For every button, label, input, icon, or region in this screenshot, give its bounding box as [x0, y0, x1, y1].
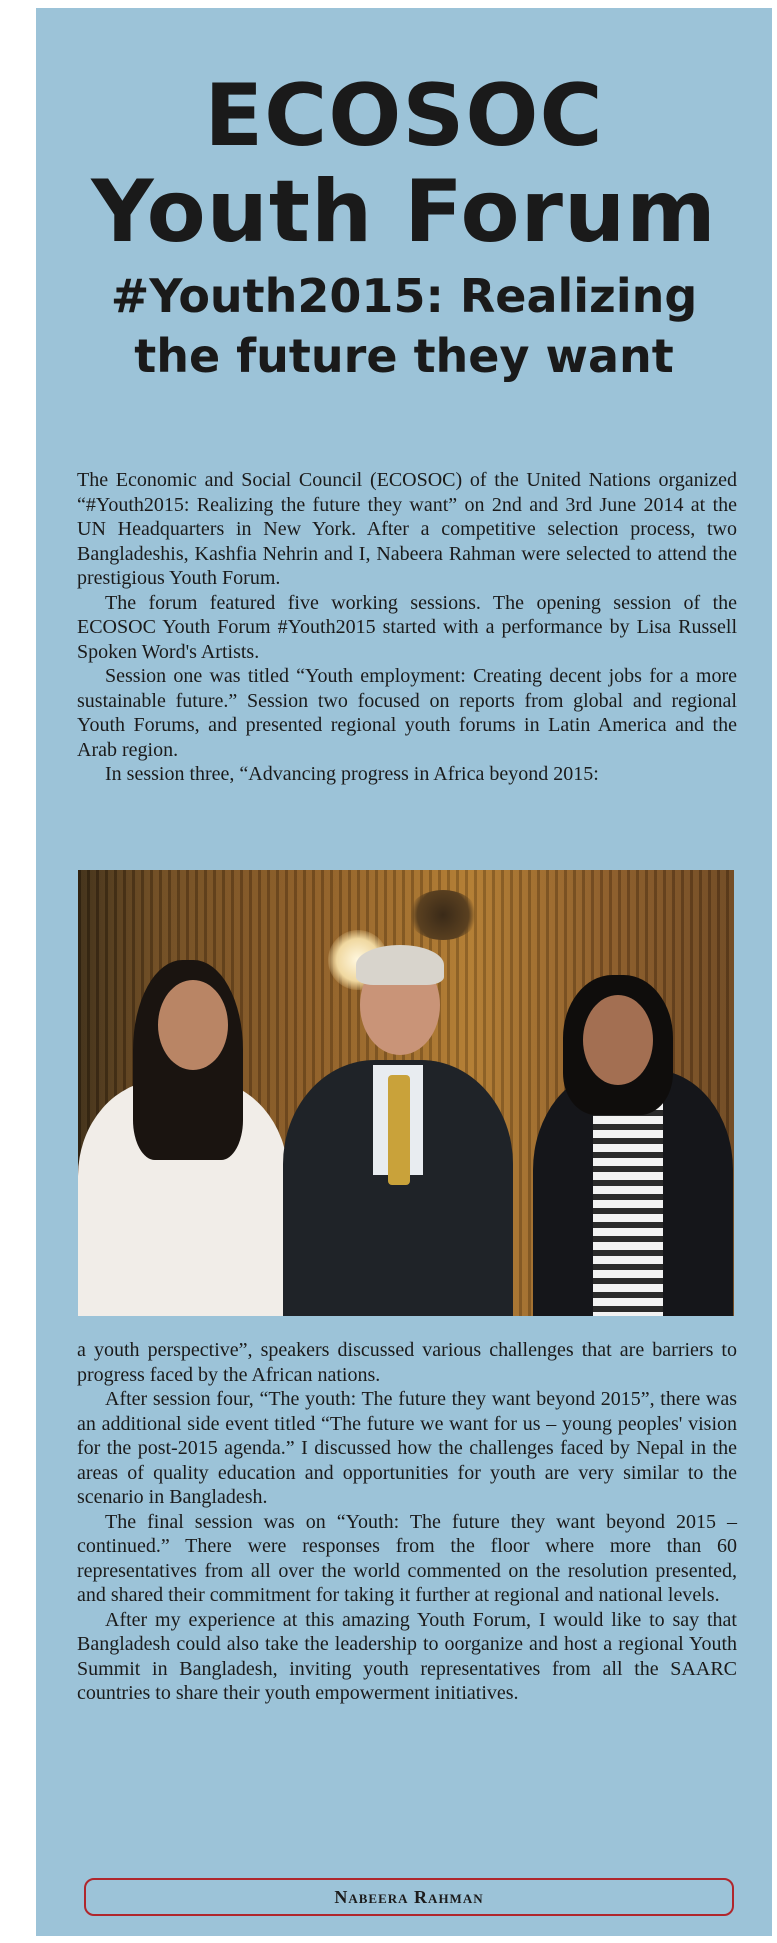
- paragraph: The final session was on “Youth: The future they want beyond 2015 – continued.” There were responses from the floor where more than 60 representatives from all over the world commented on the resolution presented, and shared their commitment for taking it further at regional and national levels.: [77, 1510, 737, 1606]
- article-body-top: [77, 468, 737, 787]
- subtitle-line-1: #Youth2015: Realizing: [110, 269, 698, 323]
- article-page: [36, 8, 772, 1936]
- paragraph: The Economic and Social Council (ECOSOC) of the United Nations organized “#Youth2015: Realizing the future they want” on 2nd and 3rd June 2014 at the UN Headquarters in New York. After a competitive selection process, two Bangladeshis, Kashfia Nehrin and I, Nabeera Rahman were selected to attend the prestigious Youth Forum.: [77, 469, 737, 589]
- subtitle-line-2: the future they want: [134, 329, 674, 383]
- paragraph: After my experience at this amazing Youth Forum, I would like to say that Bangladesh could also take the leadership to oorganize and host a regional Youth Summit in Bangladesh, inviting youth representatives from all the SAARC countries to share their youth empowerment initiatives.: [77, 1608, 737, 1704]
- article-subtitle: [36, 266, 772, 386]
- article-title: [36, 8, 772, 260]
- title-line-1: ECOSOC: [204, 66, 604, 166]
- paragraph: Session one was titled “Youth employment: Creating decent jobs for a more sustainable future.” Session two focused on reports from global and regional Youth Forums, and presented regional youth forums in Latin America and the Arab region.: [77, 665, 737, 761]
- author-byline: Nabeera Rahman: [84, 1878, 734, 1916]
- article-body-bottom: [77, 1338, 737, 1706]
- paragraph: In session three, “Advancing progress in Africa beyond 2015:: [105, 763, 599, 785]
- paragraph: The forum featured five working sessions. The opening session of the ECOSOC Youth Forum #Youth2015 started with a performance by Lisa Russell Spoken Word's Artists.: [77, 591, 737, 663]
- forum-photo: [78, 870, 734, 1316]
- paragraph: After session four, “The youth: The future they want beyond 2015”, there was an additional side event titled “The future we want for us – young peoples' vision for the post-2015 agenda.” I discussed how the challenges faced by Nepal in the areas of quality education and opportunities for youth are very similar to the scenario in Bangladesh.: [77, 1388, 737, 1508]
- title-line-2: Youth Forum: [91, 162, 717, 262]
- paragraph: a youth perspective”, speakers discussed various challenges that are barriers to progress faced by the African nations.: [77, 1339, 737, 1386]
